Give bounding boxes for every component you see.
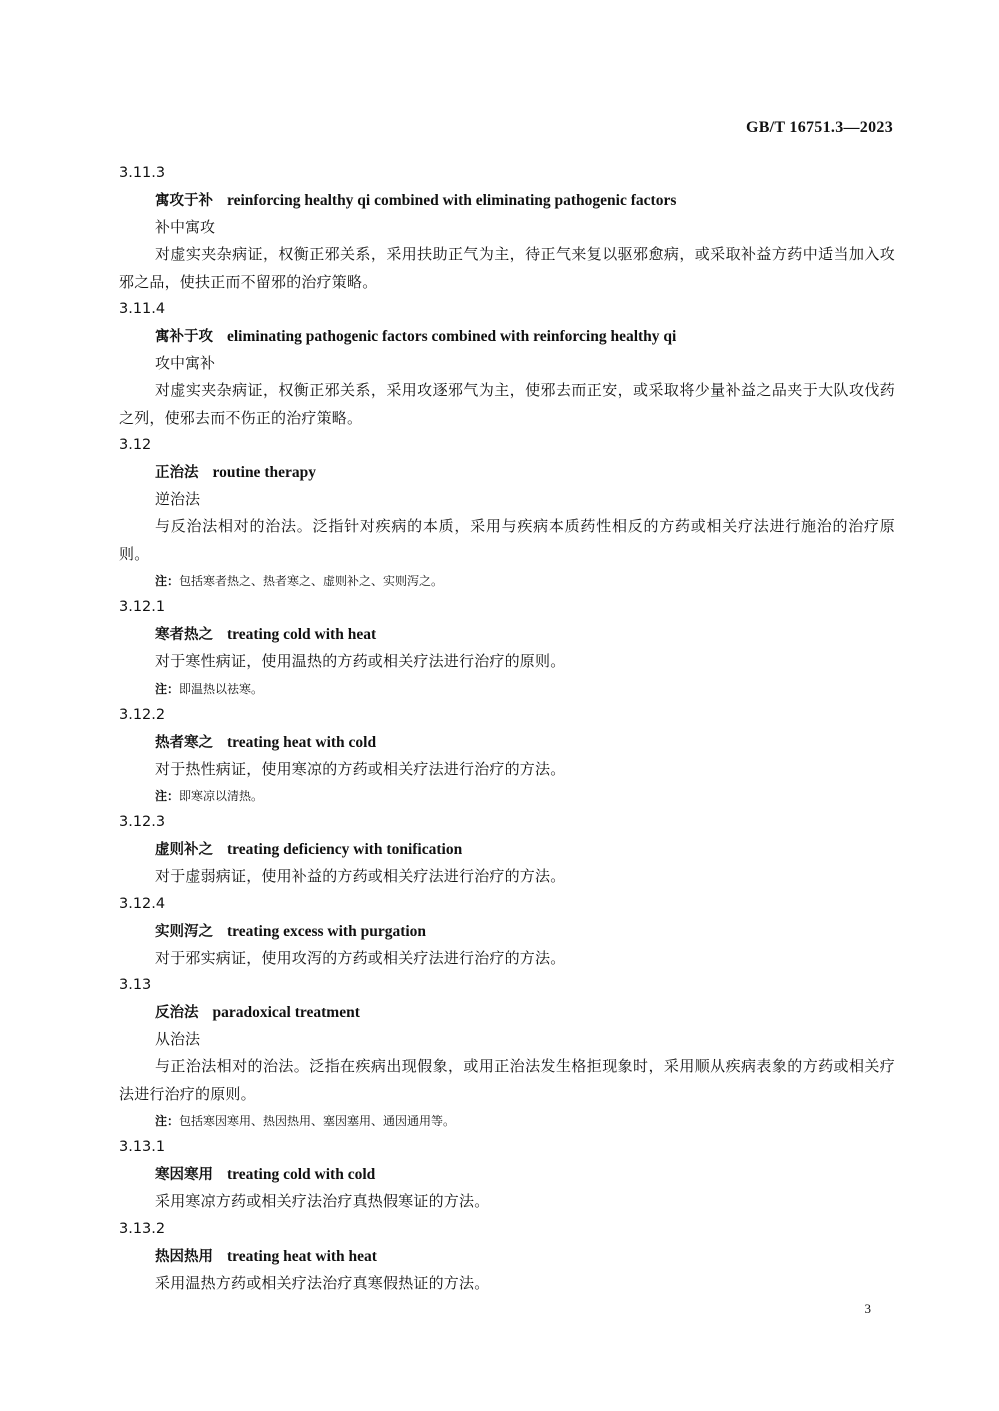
term-chinese: 反治法	[155, 1005, 199, 1021]
term-line	[119, 459, 895, 486]
term-english: treating heat with heat	[227, 1247, 377, 1265]
term-definition: 对于寒性病证，使用温热的方药或相关疗法进行治疗的原则。	[155, 652, 566, 670]
term-line	[119, 187, 895, 214]
note-label: 注：	[155, 574, 180, 588]
term-chinese: 实则泻之	[155, 923, 213, 940]
clause-number: 3.11.3	[119, 165, 166, 181]
term-chinese: 正治法	[155, 465, 199, 481]
term-chinese: 寓攻于补	[155, 193, 213, 209]
term-english: treating deficiency with tonification	[227, 841, 463, 858]
term-line	[119, 323, 895, 350]
term-note	[119, 676, 895, 702]
clause-number: 3.12.1	[119, 599, 166, 615]
term-synonym: 攻中寓补	[155, 354, 216, 372]
standard-code: GB/T 16751.3—2023	[745, 119, 893, 136]
term-english: treating cold with cold	[227, 1166, 376, 1183]
clause-number: 3.13.2	[119, 1220, 166, 1237]
clause-number: 3.13	[119, 977, 152, 993]
term-chinese: 虚则补之	[155, 842, 213, 858]
clause-number: 3.12.2	[119, 706, 166, 723]
term-definition: 采用温热方药或相关疗法治疗真寒假热证的方法。	[155, 1273, 490, 1292]
term-synonym: 逆治法	[155, 490, 201, 508]
clause-number: 3.11.4	[119, 301, 166, 317]
term-english: eliminating pathogenic factors combined with reinforcing healthy qi	[227, 328, 677, 345]
term-chinese: 热因热用	[155, 1248, 213, 1265]
term-definition: 对于虚弱病证，使用补益的方药或相关疗法进行治疗的方法。	[155, 867, 566, 885]
clause-number: 3.12	[119, 437, 152, 453]
term-line	[119, 729, 895, 756]
term-line	[119, 999, 895, 1026]
clause-number: 3.12.4	[119, 895, 166, 912]
term-definition: 与正治法相对的治法。泛指在疾病出现假象，或用正治法发生格拒现象时，采用顺从疾病表象的方药或相关疗法进行治疗的原则。	[119, 1057, 895, 1103]
note-text: 包括寒者热之、热者寒之、虚则补之、实则泻之。	[179, 574, 444, 588]
term-english: treating heat with cold	[227, 733, 377, 751]
term-line	[119, 621, 895, 648]
term-synonym: 从治法	[155, 1030, 201, 1048]
term-synonym: 补中寓攻	[155, 218, 216, 236]
term-definition: 对于热性病证，使用寒凉的方药或相关疗法进行治疗的方法。	[155, 759, 566, 778]
term-definition: 对虚实夹杂病证，权衡正邪关系，采用攻逐邪气为主，使邪去而正安，或采取将少量补益之品夹于大队攻伐药之列，使邪去而不伤正的治疗策略。	[119, 381, 895, 427]
note-text: 即温热以祛寒。	[179, 681, 264, 696]
note-label: 注：	[155, 681, 180, 696]
term-chinese: 寒者热之	[155, 627, 213, 643]
note-label: 注：	[155, 1114, 180, 1128]
term-english: routine therapy	[212, 464, 316, 481]
document-body	[119, 160, 895, 1297]
term-english: treating excess with purgation	[227, 922, 427, 940]
term-english: reinforcing healthy qi combined with eliminating pathogenic factors	[227, 192, 677, 209]
term-note	[119, 568, 895, 594]
term-note	[119, 1108, 895, 1134]
term-definition: 与反治法相对的治法。泛指针对疾病的本质，采用与疾病本质药性相反的方药或相关疗法进行施治的治疗原则。	[119, 517, 895, 563]
term-line	[119, 1243, 895, 1270]
term-chinese: 热者寒之	[155, 734, 213, 751]
page-number: 3	[864, 1301, 871, 1316]
term-line	[119, 918, 895, 945]
note-text: 即寒凉以清热。	[179, 789, 264, 803]
term-definition: 采用寒凉方药或相关疗法治疗真热假寒证的方法。	[155, 1192, 490, 1210]
note-text: 包括寒因寒用、热因热用、塞因塞用、通因通用等。	[179, 1114, 456, 1128]
clause-number: 3.13.1	[119, 1139, 166, 1155]
term-english: treating cold with heat	[227, 626, 377, 643]
clause-number: 3.12.3	[119, 814, 166, 830]
term-note	[119, 783, 895, 809]
term-chinese: 寓补于攻	[155, 329, 213, 345]
term-definition: 对虚实夹杂病证，权衡正邪关系，采用扶助正气为主，待正气来复以驱邪愈病，或采取补益方药中适当加入攻邪之品，使扶正而不留邪的治疗策略。	[119, 245, 895, 291]
term-chinese: 寒因寒用	[155, 1167, 213, 1183]
term-line	[119, 836, 895, 863]
note-label: 注：	[155, 789, 180, 803]
term-definition: 对于邪实病证，使用攻泻的方药或相关疗法进行治疗的方法。	[155, 948, 566, 967]
term-line	[119, 1161, 895, 1188]
term-english: paradoxical treatment	[212, 1004, 360, 1021]
